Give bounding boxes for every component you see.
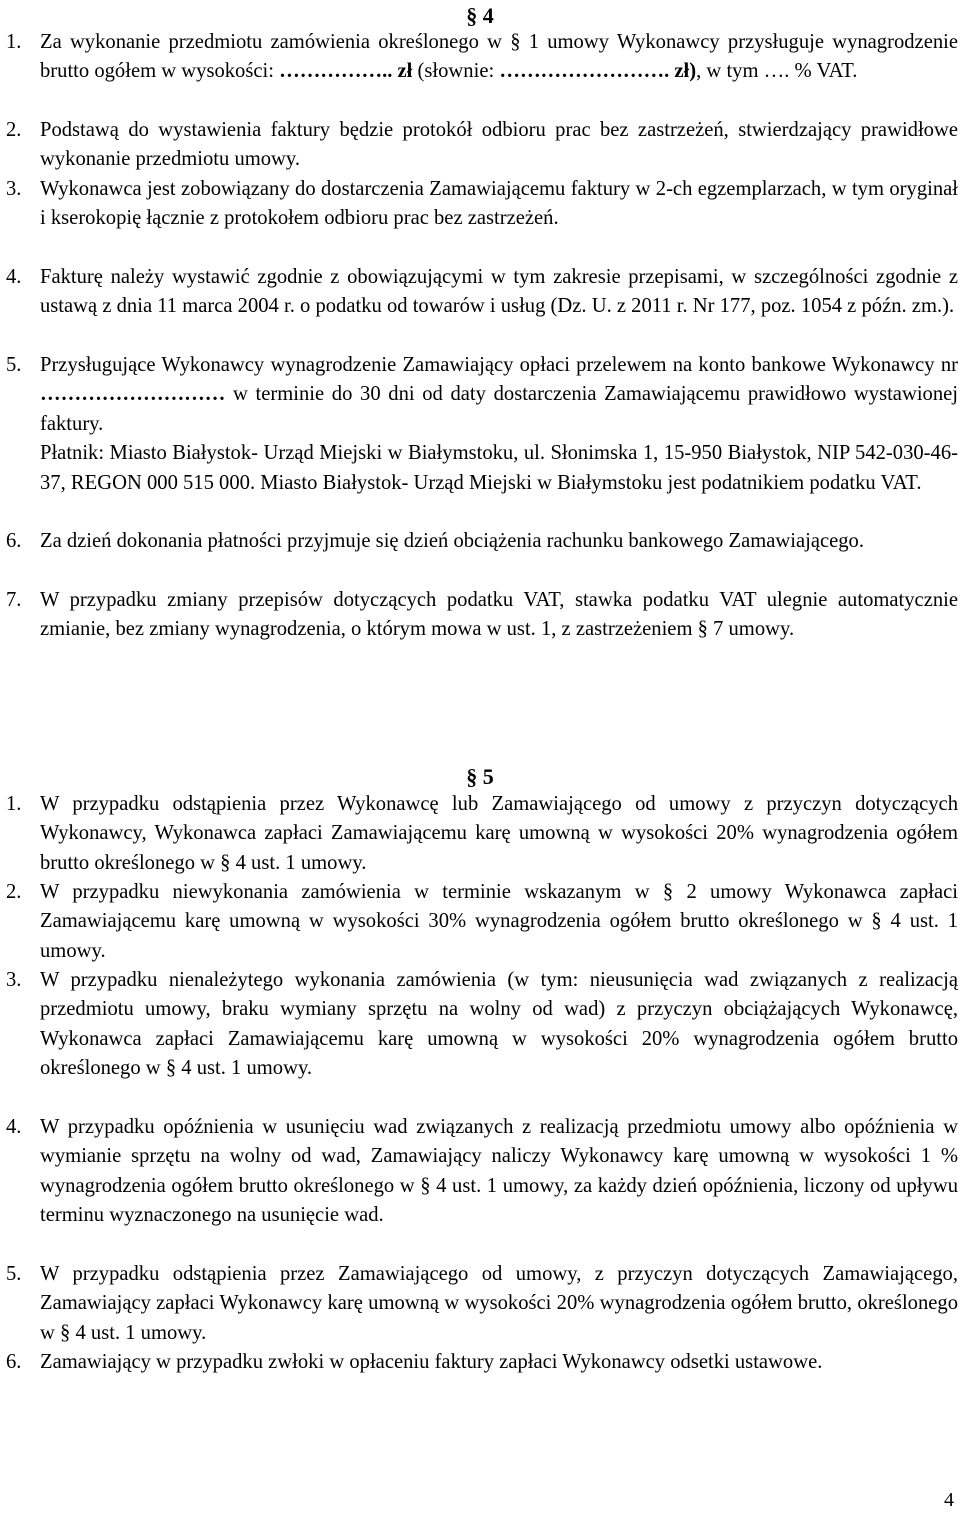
clause-text: W przypadku zmiany przepisów dotyczących podatku VAT, stawka podatku VAT ulegnie automatycznie zmianie, bez zmiany wynagrodzenia, o którym mowa w ust. 1, z zastrzeżeniem § 7 umowy. xyxy=(40,589,958,641)
amount-blank: …………….. zł xyxy=(279,60,413,83)
clause-text: Fakturę należy wystawić zgodnie z obowiązującymi w tym zakresie przepisami, w szczególności zgodnie z ustawą z dnia 11 marca 2004 r. o podatku od towarów i usług (Dz. U. z 2011 r. Nr 177, poz. 1054 z późn. zm.). xyxy=(40,266,958,318)
clause-4-3 xyxy=(0,175,960,234)
clause-4-1 xyxy=(0,28,960,87)
page-number: 4 xyxy=(944,1489,954,1511)
clause-text: Podstawą do wystawienia faktury będzie protokół odbioru prac bez zastrzeżeń, stwierdzający prawidłowe wykonanie przedmiotu umowy. xyxy=(40,119,958,171)
section-heading-4: § 4 xyxy=(466,3,494,28)
clause-number: 1. xyxy=(6,793,22,815)
clause-text: W przypadku opóźnienia w usunięciu wad związanych z realizacją przedmiotu umowy albo opóźnienia w wymianie sprzętu na wolny od wad, Zamawiający naliczy Wykonawcy karę umowną w wysokości 1 % wynagrodzenia ogółem brutto określonego w § 4 ust. 1 umowy, za każdy dzień opóźnienia, liczony od upływu terminu wyznaczonego na usunięcie wad. xyxy=(40,1116,958,1227)
clause-text: Za wykonanie przedmiotu zamówienia określonego w § 1 umowy Wykonawcy przysługuje wynagrodzenie brutto ogółem w wysokości: …………….. zł (słownie: ……………………. zł), w tym …. % VAT. xyxy=(40,31,958,83)
clause-text: Za dzień dokonania płatności przyjmuje się dzień obciążenia rachunku bankowego Zamawiającego. xyxy=(40,530,864,552)
clause-number: 1. xyxy=(6,31,22,53)
clause-4-4 xyxy=(0,263,960,322)
clause-text: Przysługujące Wykonawcy wynagrodzenie Zamawiający opłaci przelewem na konto bankowe Wykonawcy nr ……………………… w terminie do 30 dni od daty dostarczenia Zamawiającemu prawidłowo wystawionej faktury. Płatnik: Miasto Białystok- Urząd Miejski w Białymstoku, ul. Słonimska 1, 15-950 Białystok, NIP 542-030-46-37, REGON 000 515 000. Miasto Białystok- Urząd Miejski w Białymstoku jest podatnikiem podatku VAT. xyxy=(40,351,958,498)
clause-text: W przypadku odstąpienia przez Wykonawcę lub Zamawiającego od umowy z przyczyn dotyczących Wykonawcy, Wykonawca zapłaci Zamawiającemu karę umowną w wysokości 20% wynagrodzenia ogółem brutto określonego w § 4 ust. 1 umowy. xyxy=(40,793,958,874)
clause-text: Wykonawca jest zobowiązany do dostarczenia Zamawiającemu faktury w 2-ch egzemplarzach, w tym oryginał i kserokopię łącznie z protokołem odbioru prac bez zastrzeżeń. xyxy=(40,178,958,230)
clause-number: 3. xyxy=(6,969,22,991)
clause-5-1 xyxy=(0,790,960,878)
account-number-blank: ……………………… xyxy=(40,383,226,406)
clause-text: Zamawiający w przypadku zwłoki w opłaceniu faktury zapłaci Wykonawcy odsetki ustawowe. xyxy=(40,1351,823,1373)
clause-5-5 xyxy=(0,1260,960,1348)
clause-4-2 xyxy=(0,116,960,175)
clause-number: 4. xyxy=(6,1116,22,1138)
clause-number: 5. xyxy=(6,1263,22,1285)
section-heading-5: § 5 xyxy=(466,764,494,789)
clause-4-5 xyxy=(0,351,960,498)
clause-number: 6. xyxy=(6,1351,22,1373)
clause-5-2 xyxy=(0,878,960,966)
clause-number: 5. xyxy=(6,354,22,376)
clause-5-6 xyxy=(0,1348,960,1377)
clause-number: 3. xyxy=(6,178,22,200)
clause-4-6 xyxy=(0,527,960,556)
clause-number: 7. xyxy=(6,589,22,611)
clause-5-4 xyxy=(0,1113,960,1231)
clause-text: W przypadku niewykonania zamówienia w terminie wskazanym w § 2 umowy Wykonawca zapłaci Zamawiającemu karę umowną w wysokości 30% wynagrodzenia ogółem brutto określonego w § 4 ust. 1 umowy. xyxy=(40,881,958,962)
clause-text: W przypadku odstąpienia przez Zamawiającego od umowy, z przyczyn dotyczących Zamawiającego, Zamawiający zapłaci Wykonawcy karę umowną w wysokości 20% wynagrodzenia ogółem brutto, określonego w § 4 ust. 1 umowy. xyxy=(40,1263,958,1344)
amount-words-blank: ……………………. zł) xyxy=(499,60,697,83)
clause-number: 2. xyxy=(6,881,22,903)
clause-4-7 xyxy=(0,586,960,645)
payer-info: Płatnik: Miasto Białystok- Urząd Miejski w Białymstoku, ul. Słonimska 1, 15-950 Białystok, NIP 542-030-46-37, REGON 000 515 000. Miasto Białystok- Urząd Miejski w Białymstoku jest podatnikiem podatku VAT. xyxy=(40,442,958,494)
clause-number: 4. xyxy=(6,266,22,288)
clause-text: W przypadku nienależytego wykonania zamówienia (w tym: nieusunięcia wad związanych z realizacją przedmiotu umowy, braku wymiany sprzętu na wolny od wad) z przyczyn obciążających Wykonawcę, Wykonawca zapłaci Zamawiającemu karę umowną w wysokości 20% wynagrodzenia ogółem brutto określonego w § 4 ust. 1 umowy. xyxy=(40,969,958,1080)
clause-5-3 xyxy=(0,966,960,1084)
clause-number: 2. xyxy=(6,119,22,141)
clause-number: 6. xyxy=(6,530,22,552)
